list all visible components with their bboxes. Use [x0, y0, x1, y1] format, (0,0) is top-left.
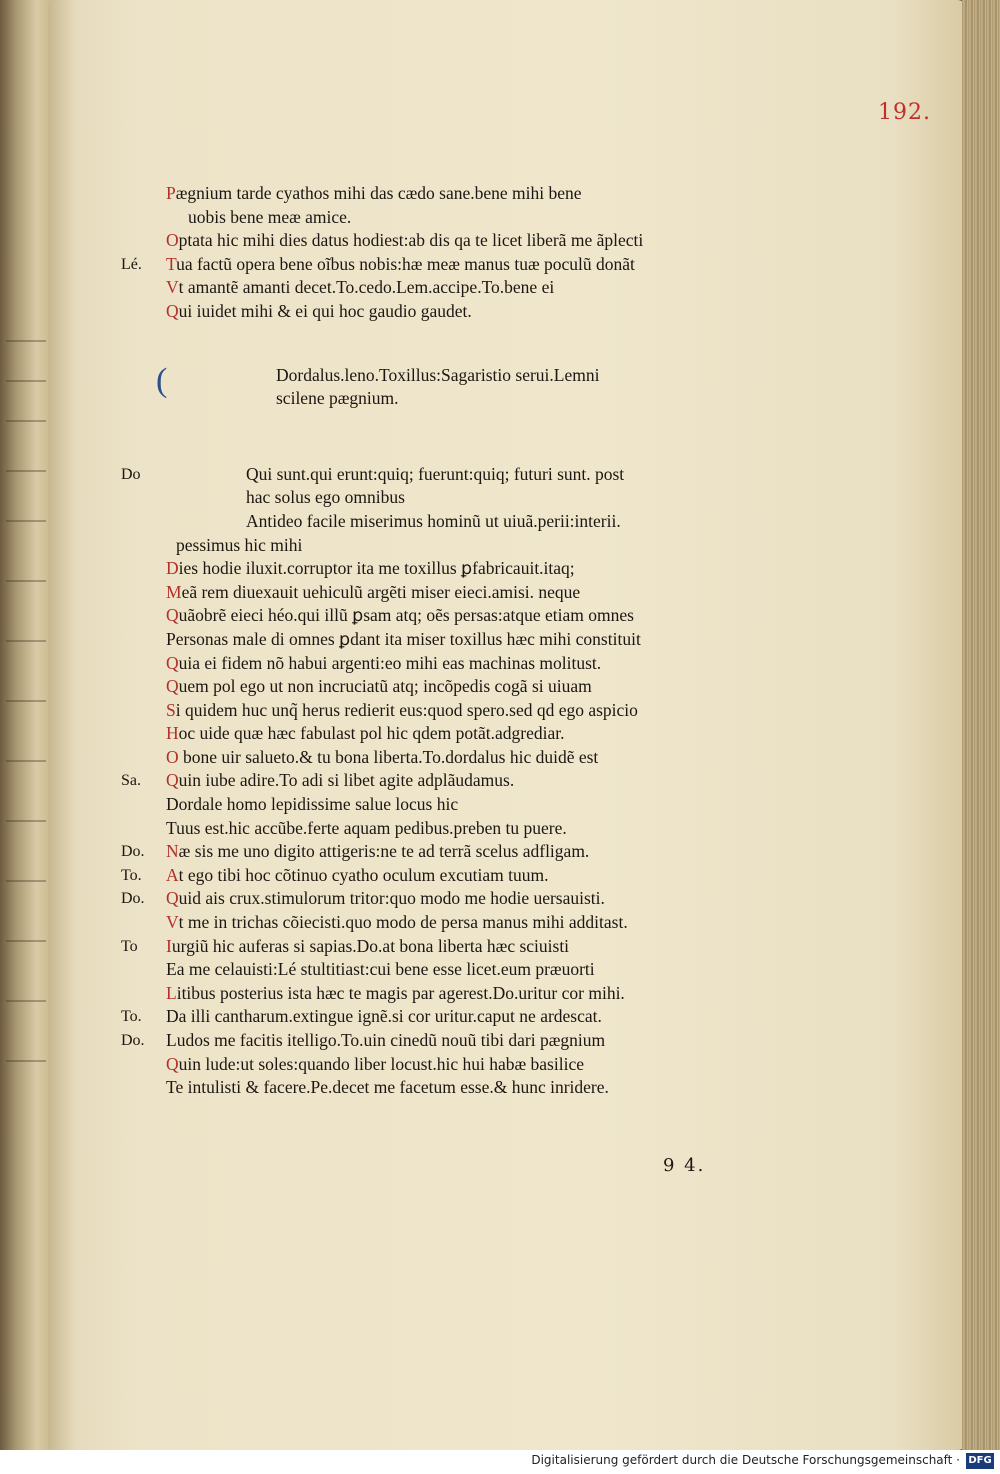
rubricated-initial: V [166, 912, 179, 933]
text-line [166, 581, 766, 605]
scene-heading-line-1: ( Dordalus.leno.Toxillus:Sagaristio serui.Lemni [156, 361, 600, 399]
text-line [166, 276, 766, 300]
rubricated-initial: Q [166, 770, 179, 791]
text-line [121, 840, 766, 864]
line-text: ies hodie iluxit.corruptor ita me toxillus ꝑfabricauit.itaq; [178, 558, 575, 579]
line-text: Ea me celauisti:Lé stultitiast:cui bene esse licet.eum præuorti [166, 959, 595, 980]
line-text: ui iuidet mihi & ei qui hoc gaudio gaudet. [178, 300, 472, 321]
speaker-label: Do. [121, 890, 145, 908]
rubricated-initial: O [166, 230, 179, 251]
line-text: Te intulisti & facere.Pe.decet me facetum esse.& hunc inridere. [166, 1077, 609, 1098]
line-text: æ sis me uno digito attigeris:ne te ad terrã scelus adfligam. [178, 841, 590, 862]
text-line [166, 675, 766, 699]
line-text: uãobrẽ eieci héo.qui illũ ꝑsam atq; oẽs persas:atque etiam omnes [178, 605, 634, 626]
line-text: ua factũ opera bene oĩbus nobis:hæ meæ manus tuæ poculũ donãt [176, 253, 635, 274]
speaker-label: To. [121, 1008, 142, 1026]
line-text: uin iube adire.To adi si libet agite adplãudamus. [178, 770, 515, 791]
text-line [166, 1053, 766, 1077]
line-text: eã rem diuexauit uehiculũ argẽti miser eieci.amisi. neque [181, 581, 581, 602]
rubricated-initial: S [166, 699, 176, 720]
rubricated-initial: Q [166, 300, 179, 321]
line-text: i quidem huc unq̃ herus redierit eus:quod spero.sed qd ego aspicio [175, 699, 638, 720]
rubricated-initial: D [166, 558, 179, 579]
rubricated-initial: Q [166, 652, 179, 673]
rubricated-initial: N [166, 841, 179, 862]
text-line [166, 982, 766, 1006]
text-line [166, 817, 766, 841]
line-text: Tuus est.hic accũbe.ferte aquam pedibus.preben tu puere. [166, 817, 567, 838]
rubricated-initial: P [166, 183, 176, 203]
text-line [166, 557, 766, 581]
rubricated-initial: H [166, 723, 179, 744]
line-text: Da illi cantharum.extingue ignẽ.si cor uritur.caput ne ardescat. [166, 1006, 602, 1027]
manuscript-page [48, 0, 968, 1450]
rubricated-initial: M [166, 581, 182, 602]
speaker-label: Do. [121, 843, 145, 861]
credit-bar [0, 1450, 1000, 1474]
dfg-logo: DFG [966, 1453, 994, 1469]
text-line [121, 887, 766, 911]
text-line [166, 604, 766, 628]
line-text: Qui sunt.qui erunt:quiq; fuerunt:quiq; futuri sunt. post [246, 463, 625, 484]
rubricated-initial: Q [166, 888, 179, 909]
book-page-edges [962, 0, 1000, 1450]
text-line [166, 1076, 766, 1100]
speaker-label: To [121, 937, 138, 955]
line-text: oc uide quæ hæc fabulast pol hic qdem potãt.adgrediar. [178, 723, 565, 744]
text-block [121, 182, 766, 1100]
rubricated-initial: O [166, 746, 179, 767]
line-text: uin lude:ut soles:quando liber locust.hic hui habæ basilice [178, 1053, 584, 1074]
scene-heading-line-2: scilene pægnium. [276, 388, 399, 409]
text-line [166, 958, 766, 982]
text-line [121, 463, 766, 487]
line-text: Personas male di omnes ꝑdant ita miser toxillus hæc mihi constituit [166, 628, 641, 649]
line-text: t ego tibi hoc cõtinuo cyatho oculum excutiam tuum. [178, 864, 549, 885]
speaker-label: Lé. [121, 255, 142, 273]
text-line [166, 746, 766, 770]
rubricated-initial: V [166, 277, 179, 298]
line-text: Dordale homo lepidissime salue locus hic [166, 794, 459, 815]
text-line [166, 652, 766, 676]
text-line [166, 534, 766, 558]
text-line [121, 1005, 766, 1029]
text-line [166, 793, 766, 817]
speaker-label: Sa. [121, 772, 141, 790]
text-line [166, 510, 766, 534]
rubricated-initial: Q [166, 605, 179, 626]
folio-number: 192. [878, 100, 931, 125]
text-line [121, 1029, 766, 1053]
rubricated-initial: Q [166, 676, 179, 697]
blue-bracket-icon: ( [156, 361, 168, 399]
rubricated-initial: L [166, 982, 177, 1003]
line-text: uid ais crux.stimulorum tritor:quo modo me hodie uersauisti. [178, 888, 605, 909]
text-line [121, 253, 766, 277]
line-text: pessimus hic mihi [176, 534, 303, 555]
text-line [166, 182, 766, 206]
page-signature: 9 4. [663, 1155, 706, 1176]
line-text: bone uir salueto.& tu bona liberta.To.dordalus hic duidẽ est [178, 746, 599, 767]
speaker-label: Do. [121, 1032, 145, 1049]
rubricated-initial: I [166, 935, 172, 956]
rubricated-initial: A [166, 864, 179, 885]
text-line [166, 486, 766, 510]
speaker-label: To. [121, 866, 142, 884]
line-text: urgiũ hic auferas si sapias.Do.at bona liberta hæc sciuisti [171, 935, 570, 956]
text-line [166, 229, 766, 253]
line-text: itibus posterius ista hæc te magis par agerest.Do.uritur cor mihi. [176, 982, 625, 1003]
text-line [166, 911, 766, 935]
previous-page-edge [0, 0, 52, 1450]
line-text: ptata hic mihi dies datus hodiest:ab dis qa te licet liberã me ãplecti [178, 230, 644, 251]
text-line [121, 769, 766, 793]
text-line [166, 206, 766, 230]
line-text: Antideo facile miserimus hominũ ut uiuã.perii:interii. [246, 510, 621, 531]
line-text: t amantẽ amanti decet.To.cedo.Lem.accipe.To.bene ei [178, 277, 555, 298]
speaker-label: Do [121, 465, 141, 483]
line-text: uia ei fidem nõ habui argenti:eo mihi eas machinas molitust. [178, 652, 602, 673]
text-line [121, 864, 766, 888]
line-text: t me in trichas cõiecisti.quo modo de persa manus mihi additast. [178, 912, 628, 933]
line-text: uobis bene meæ amice. [188, 206, 352, 227]
line-text: ægnium tarde cyathos mihi das cædo sane.bene mihi bene [175, 183, 582, 203]
line-text: hac solus ego omnibus [246, 487, 405, 508]
text-line [121, 935, 766, 959]
text-line [166, 300, 766, 324]
credit-text: Digitalisierung gefördert durch die Deutsche Forschungsgemeinschaft · [531, 1453, 960, 1467]
line-text: Ludos me facitis itelligo.To.uin cinedũ nouũ tibi dari pægnium [166, 1030, 606, 1050]
rubricated-initial: Q [166, 1053, 179, 1074]
text-line [166, 722, 766, 746]
text-line [166, 628, 766, 652]
text-line [166, 699, 766, 723]
line-text: uem pol ego ut non incruciatũ atq; incõpedis cogã si uiuam [178, 676, 592, 697]
rubricated-initial: T [166, 253, 177, 274]
